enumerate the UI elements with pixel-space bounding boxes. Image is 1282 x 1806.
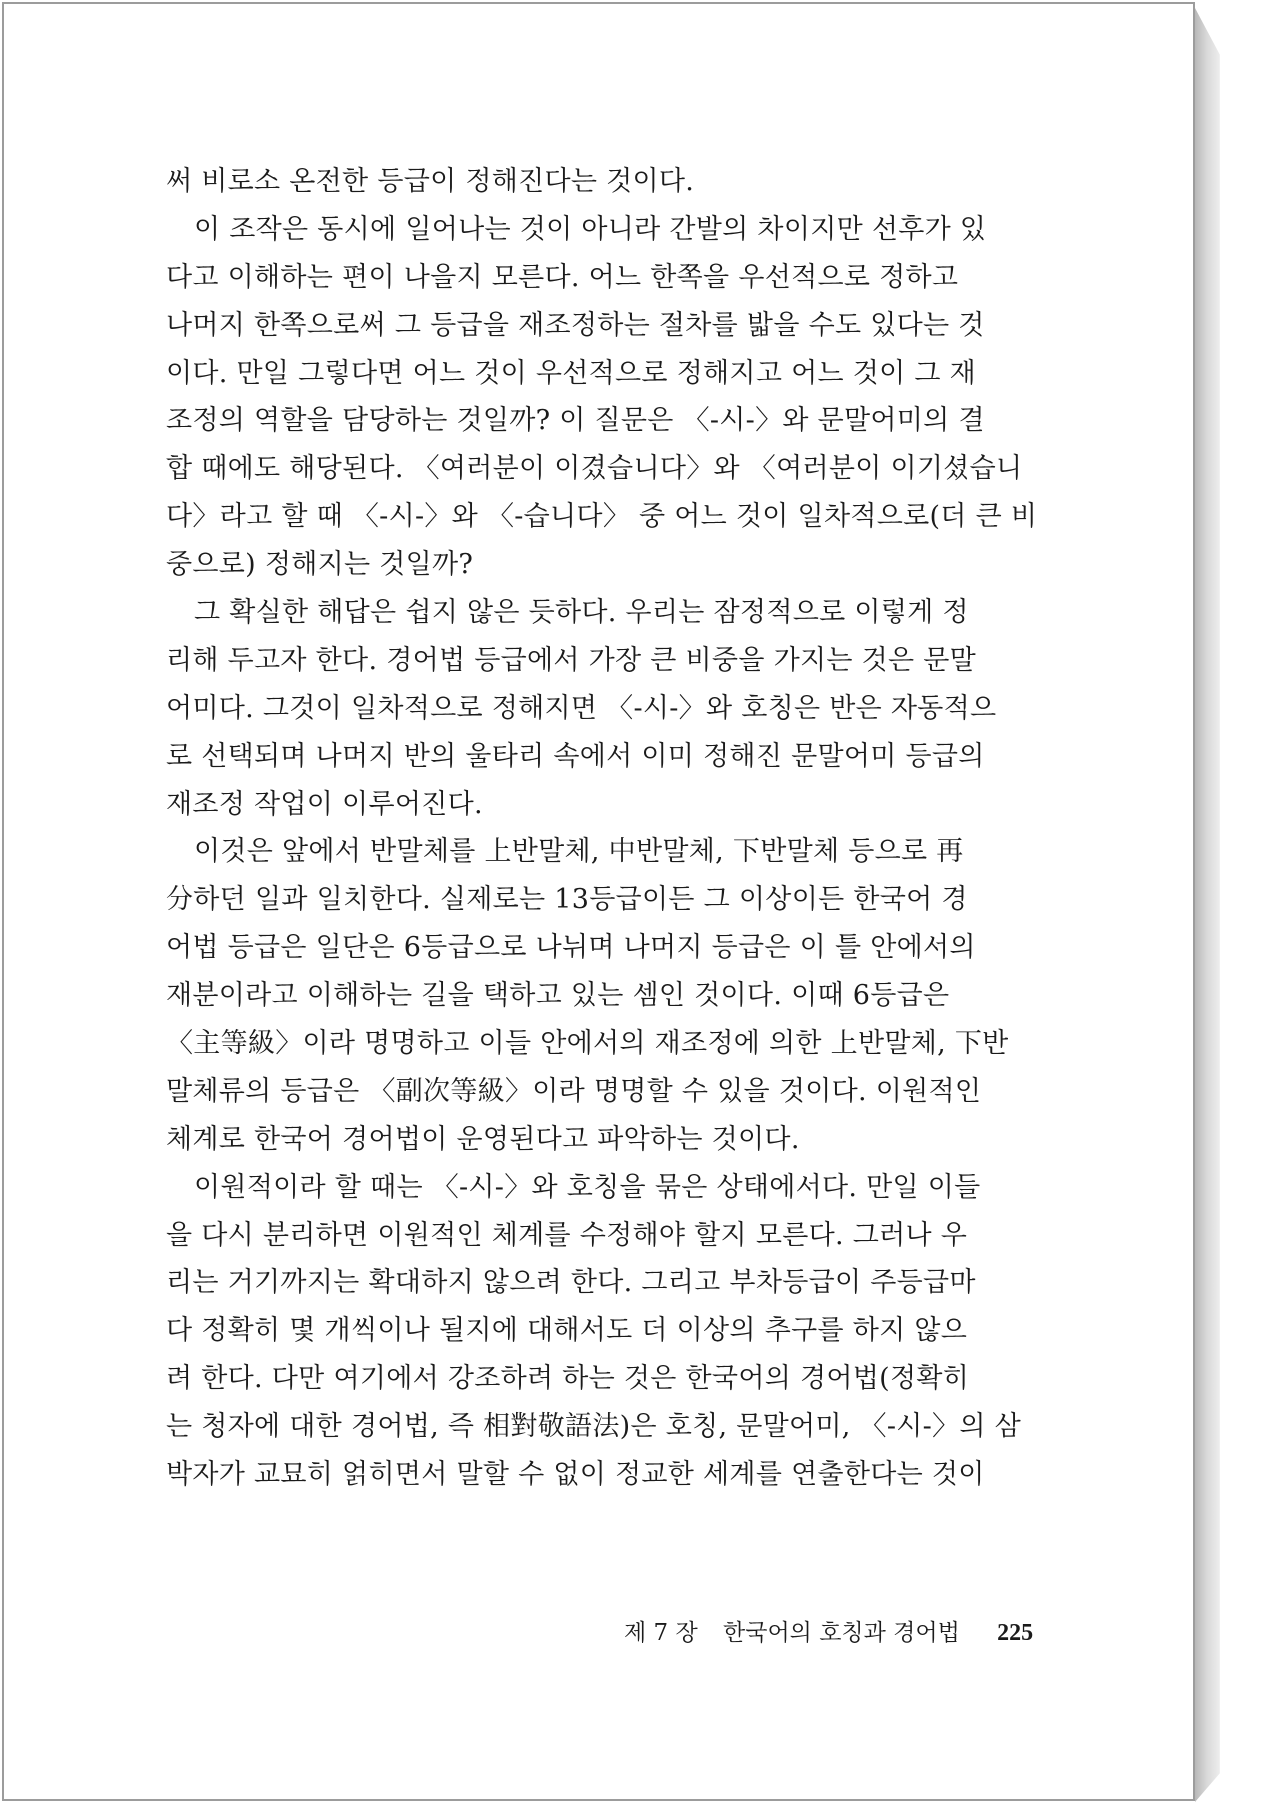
paragraph-first-line: 이 조작은 동시에 일어나는 것이 아니라 간발의 차이지만 선후가 있 (194, 213, 987, 245)
page-footer (624, 1614, 1033, 1647)
chapter-label: 제 7 장 (624, 1620, 698, 1646)
text-line: 로 선택되며 나머지 반의 울타리 속에서 이미 정해진 문말어미 등급의 (166, 740, 985, 772)
text-line: 리해 두고자 한다. 경어법 등급에서 가장 큰 비중을 가지는 것은 문말 (166, 644, 977, 676)
book-page (2, 2, 1195, 1801)
text-line: 박자가 교묘히 얽히면서 말할 수 없이 정교한 세계를 연출한다는 것이 (166, 1459, 985, 1491)
text-line: 나머지 한쪽으로써 그 등급을 재조정하는 절차를 밟을 수도 있다는 것 (166, 309, 985, 341)
text-line: 을 다시 분리하면 이원적인 체계를 수정해야 할지 모른다. 그러나 우 (166, 1219, 968, 1251)
paragraph-first-line: 이원적이라 할 때는 〈-시-〉와 호칭을 묶은 상태에서다. 만일 이들 (194, 1171, 981, 1203)
book-page-edge (1195, 8, 1235, 1802)
text-line: 다 정확히 몇 개씩이나 될지에 대해서도 더 이상의 추구를 하지 않으 (166, 1315, 968, 1347)
text-line: 체계로 한국어 경어법이 운영된다고 파악하는 것이다. (166, 1123, 800, 1155)
text-line: 재조정 작업이 이루어진다. (166, 788, 483, 820)
text-line: 어법 등급은 일단은 6등급으로 나뉘며 나머지 등급은 이 틀 안에서의 (166, 932, 976, 964)
page-number: 225 (997, 1620, 1034, 1646)
text-line: 分하던 일과 일치한다. 실제로는 13등급이든 그 이상이든 한국어 경 (166, 884, 968, 916)
paragraph-first-line: 이것은 앞에서 반말체를 上반말체, 中반말체, 下반말체 등으로 再 (194, 836, 964, 868)
text-line: 조정의 역할을 담당하는 것일까? 이 질문은 〈-시-〉와 문말어미의 결 (166, 405, 985, 437)
text-line: 중으로) 정해지는 것일까? (166, 549, 474, 581)
paragraph-first-line: 그 확실한 해답은 쉽지 않은 듯하다. 우리는 잠정적으로 이렇게 정 (194, 597, 969, 629)
body-text (166, 158, 1066, 1499)
text-line: 말체류의 등급은 〈副次等級〉이라 명명할 수 있을 것이다. 이원적인 (166, 1075, 982, 1107)
text-line: 써 비로소 온전한 등급이 정해진다는 것이다. (166, 166, 695, 197)
text-line: 다〉라고 할 때 〈-시-〉와 〈-습니다〉 중 어느 것이 일차적으로(더 큰 비 (166, 501, 1038, 533)
text-line: 어미다. 그것이 일차적으로 정해지면 〈-시-〉와 호칭은 반은 자동적으 (166, 692, 997, 724)
text-line: 이다. 만일 그렇다면 어느 것이 우선적으로 정해지고 어느 것이 그 재 (166, 357, 977, 389)
text-line: 합 때에도 해당된다. 〈여러분이 이겼습니다〉와 〈여러분이 이기셨습니 (166, 453, 1023, 485)
text-line: 는 청자에 대한 경어법, 즉 相對敬語法)은 호칭, 문말어미, 〈-시-〉의 삼 (166, 1411, 1022, 1443)
text-line: 재분이라고 이해하는 길을 택하고 있는 셈인 것이다. 이때 6등급은 (166, 980, 950, 1012)
text-line: 〈主等級〉이라 명명하고 이들 안에서의 재조정에 의한 上반말체, 下반 (166, 1028, 1009, 1060)
chapter-title: 한국어의 호칭과 경어법 (723, 1620, 960, 1646)
text-line: 려 한다. 다만 여기에서 강조하려 하는 것은 한국어의 경어법(정확히 (166, 1363, 970, 1395)
text-line: 다고 이해하는 편이 나을지 모른다. 어느 한쪽을 우선적으로 정하고 (166, 261, 959, 293)
text-line: 리는 거기까지는 확대하지 않으려 한다. 그리고 부차등급이 주등급마 (166, 1267, 976, 1299)
